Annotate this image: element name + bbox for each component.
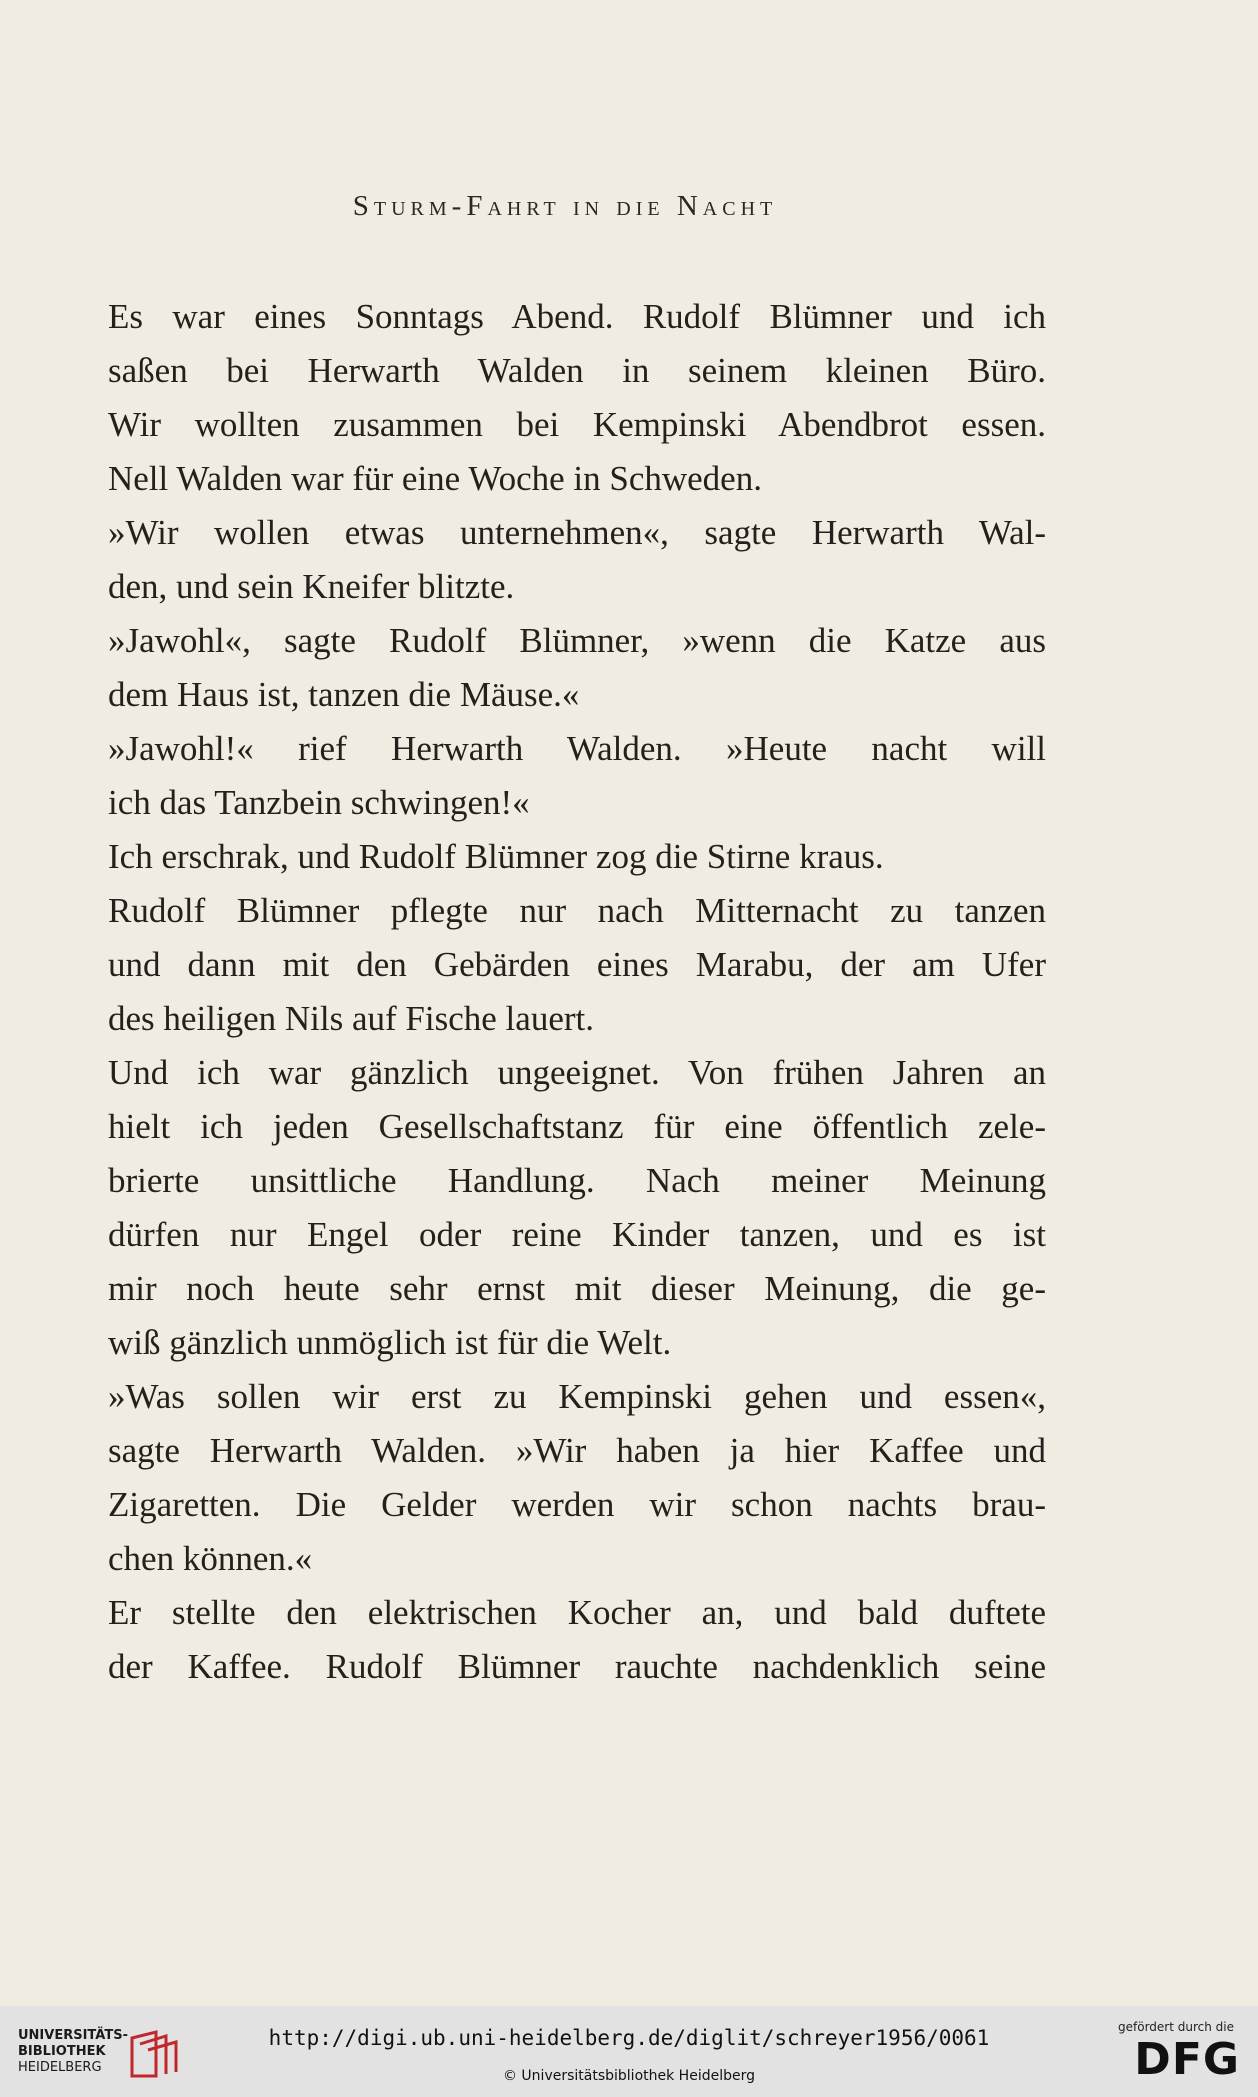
text-line: Er stellte den elektrischen Kocher an, und bald duftete (108, 1593, 1046, 1632)
text-line: »Was sollen wir erst zu Kempinski gehen und essen«, (108, 1377, 1046, 1416)
footer-bar (0, 2006, 1258, 2097)
funder-note: gefördert durch die (1118, 2020, 1234, 2034)
text-line: »Jawohl!« rief Herwarth Walden. »Heute nacht will (108, 729, 1046, 768)
permalink-url[interactable]: http://digi.ub.uni-heidelberg.de/diglit/schreyer1956/0061 (268, 2026, 990, 2050)
copyright-notice: © Universitätsbibliothek Heidelberg (502, 2068, 755, 2084)
text-line: Nell Walden war für eine Woche in Schweden. (108, 459, 762, 498)
text-line: des heiligen Nils auf Fische lauert. (108, 999, 594, 1038)
library-name-line3: HEIDELBERG (18, 2060, 102, 2075)
chapter-heading: Sturm-Fahrt in die Nacht (352, 190, 778, 222)
text-line: Es war eines Sonntags Abend. Rudolf Blümner und ich (108, 297, 1046, 336)
text-line: und dann mit den Gebärden eines Marabu, der am Ufer (108, 945, 1046, 984)
text-line: den, und sein Kneifer blitzte. (108, 567, 515, 606)
text-line: der Kaffee. Rudolf Blümner rauchte nachdenklich seine (108, 1647, 1046, 1686)
text-line: chen können.« (108, 1539, 313, 1578)
text-line: saßen bei Herwarth Walden in seinem kleinen Büro. (108, 351, 1046, 390)
library-name-line1: UNIVERSITÄTS- (18, 2028, 128, 2043)
text-line: Ich erschrak, und Rudolf Blümner zog die Stirne kraus. (108, 837, 884, 876)
text-line: Zigaretten. Die Gelder werden wir schon nachts brau- (108, 1485, 1046, 1524)
text-line: »Wir wollen etwas unternehmen«, sagte Herwarth Wal- (108, 513, 1046, 552)
text-line: wiß gänzlich unmöglich ist für die Welt. (108, 1323, 672, 1362)
library-name-line2: BIBLIOTHEK (18, 2044, 106, 2059)
dfg-logo[interactable] (1110, 2020, 1240, 2086)
text-line: Wir wollten zusammen bei Kempinski Abendbrot essen. (108, 405, 1046, 444)
text-line: Rudolf Blümner pflegte nur nach Mitternacht zu tanzen (108, 891, 1046, 930)
text-line: Und ich war gänzlich ungeeignet. Von frühen Jahren an (108, 1053, 1046, 1092)
dfg-logo-text: DFG (1134, 2034, 1240, 2085)
text-line: dürfen nur Engel oder reine Kinder tanzen, und es ist (108, 1215, 1046, 1254)
text-line: brierte unsittliche Handlung. Nach meiner Meinung (108, 1161, 1046, 1200)
text-line: sagte Herwarth Walden. »Wir haben ja hier Kaffee und (108, 1431, 1046, 1470)
body-text (108, 290, 1046, 1694)
text-line: mir noch heute sehr ernst mit dieser Meinung, die ge- (108, 1269, 1046, 1308)
text-line: ich das Tanzbein schwingen!« (108, 783, 530, 822)
text-line: »Jawohl«, sagte Rudolf Blümner, »wenn die Katze aus (108, 621, 1046, 660)
text-line: hielt ich jeden Gesellschaftstanz für eine öffentlich zele- (108, 1107, 1046, 1146)
text-line: dem Haus ist, tanzen die Mäuse.« (108, 675, 580, 714)
